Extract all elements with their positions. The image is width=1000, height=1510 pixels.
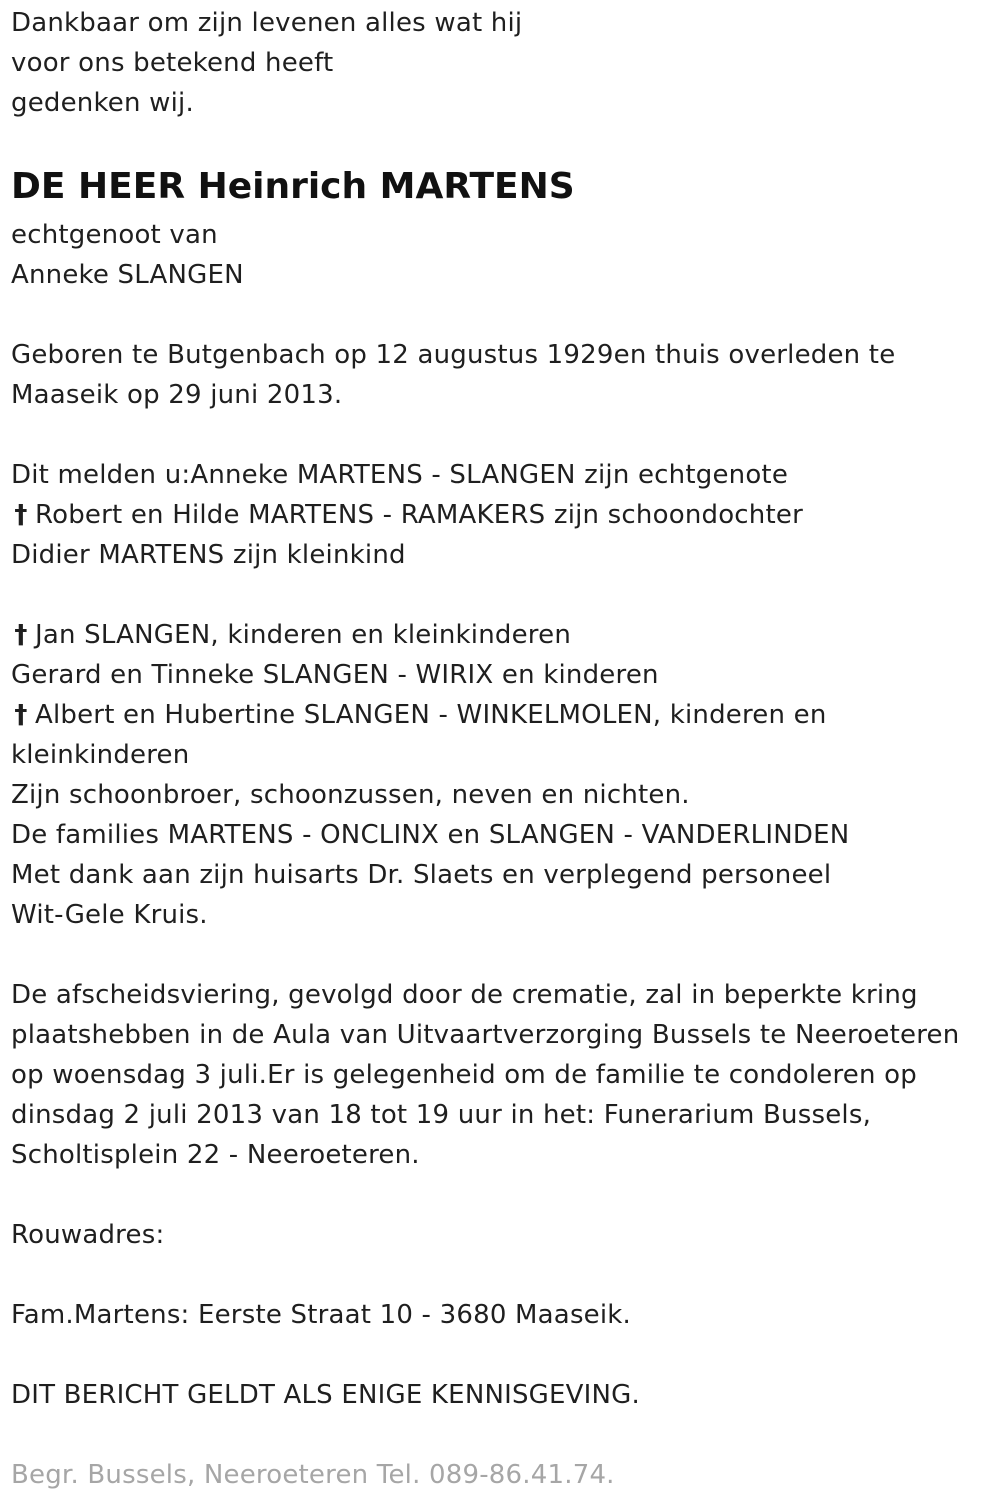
intro-text [11,3,986,123]
ceremony-line: Scholtisplein 22 - Neeroeteren. [11,1140,420,1170]
mourning-address: Fam.Martens: Eerste Straat 10 - 3680 Maaseik. [11,1300,632,1330]
spacer [11,575,986,615]
family-line-deceased [11,695,986,735]
cross-icon: † [14,700,28,730]
birth-death-line: Geboren te Butgenbach op 12 augustus 1929en thuis overleden te [11,340,896,370]
ceremony-line: op woensdag 3 juli.Er is gelegenheid om de familie te condoleren op [11,1060,917,1090]
family-line: Met dank aan zijn huisarts Dr. Slaets en verplegend personeel [11,860,832,890]
spacer [11,1175,986,1215]
spacer [11,295,986,335]
family-line-text: Albert en Hubertine SLANGEN - WINKELMOLEN, kinderen en [35,700,827,730]
family-line-text: Jan SLANGEN, kinderen en kleinkinderen [35,620,572,650]
family-line-deceased [11,495,986,535]
family-line: kleinkinderen [11,740,190,770]
spacer [11,1415,986,1455]
family-line-deceased [11,615,986,655]
family-list-1 [11,455,986,575]
family-list-2 [11,615,986,935]
birth-death-info [11,335,986,415]
spacer [11,1255,986,1295]
family-line: Dit melden u:Anneke MARTENS - SLANGEN zijn echtgenote [11,460,789,490]
family-line: Didier MARTENS zijn kleinkind [11,540,406,570]
ceremony-line: De afscheidsviering, gevolgd door de crematie, zal in beperkte kring [11,980,918,1010]
family-line: Zijn schoonbroer, schoonzussen, neven en nichten. [11,780,690,810]
notice-text: DIT BERICHT GELDT ALS ENIGE KENNISGEVING. [11,1380,640,1410]
intro-line: voor ons betekend heeft [11,48,334,78]
family-line: De families MARTENS - ONCLINX en SLANGEN - VANDERLINDEN [11,820,850,850]
obituary-notice [11,3,986,1495]
ceremony-info [11,975,986,1175]
intro-line: gedenken wij. [11,88,194,118]
family-line-text: Robert en Hilde MARTENS - RAMAKERS zijn schoondochter [35,500,803,530]
spacer [11,935,986,975]
spouse-name: Anneke SLANGEN [11,260,244,290]
intro-line: Dankbaar om zijn levenen alles wat hij [11,8,523,38]
funeral-home-footer: Begr. Bussels, Neeroeteren Tel. 089-86.41.74. [11,1460,615,1490]
family-line: Gerard en Tinneke SLANGEN - WIRIX en kinderen [11,660,659,690]
mourning-address-label: Rouwadres: [11,1220,165,1250]
spacer [11,1335,986,1375]
birth-death-line: Maaseik op 29 juni 2013. [11,380,343,410]
relation-text: echtgenoot van [11,220,218,250]
cross-icon: † [14,500,28,530]
cross-icon: † [14,620,28,650]
deceased-name: DE HEER Heinrich MARTENS [11,166,575,207]
ceremony-line: dinsdag 2 juli 2013 van 18 tot 19 uur in het: Funerarium Bussels, [11,1100,872,1130]
family-line: Wit-Gele Kruis. [11,900,208,930]
spacer [11,415,986,455]
ceremony-line: plaatshebben in de Aula van Uitvaartverzorging Bussels te Neeroeteren [11,1020,960,1050]
spacer [11,123,986,163]
